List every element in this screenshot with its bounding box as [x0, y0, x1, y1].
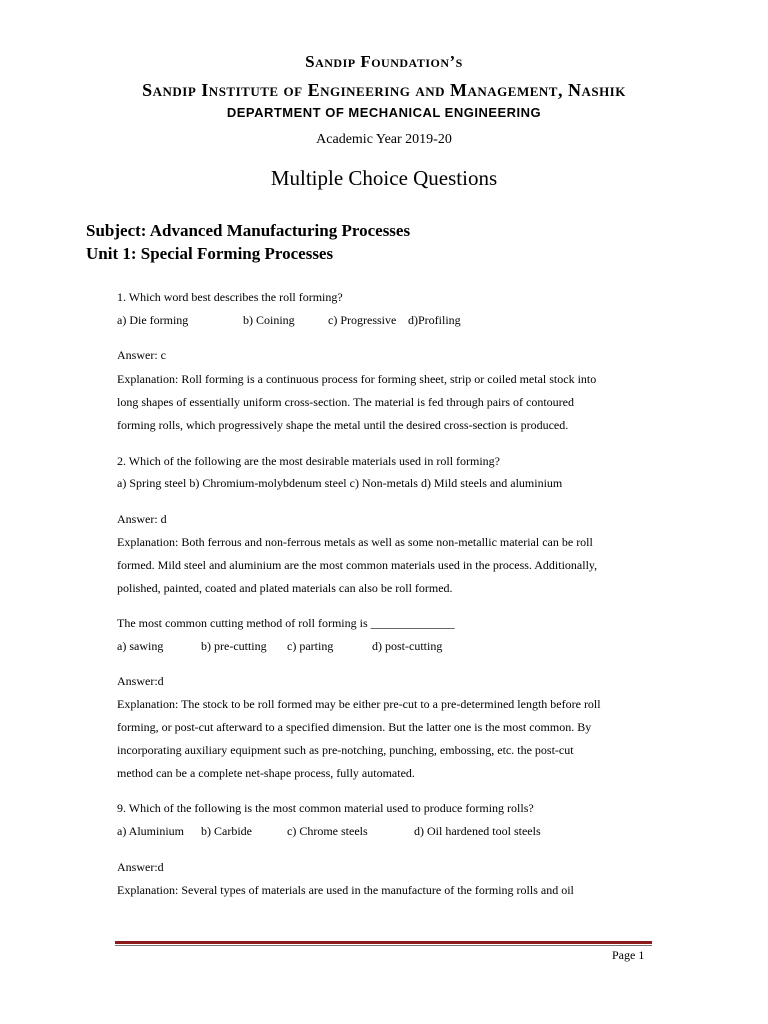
option-d: d) post-cutting: [372, 639, 443, 653]
explanation-2-line-3: polished, painted, coated and plated materials can also be roll formed.: [117, 581, 453, 595]
question-4: 9. Which of the following is the most common material used to produce forming rolls?: [117, 801, 534, 815]
page-number: Page 1: [612, 948, 645, 962]
explanation-3-line-1: Explanation: The stock to be roll formed may be either pre-cut to a pre-determined length before roll: [117, 697, 601, 711]
option-a: a) Die forming: [117, 313, 189, 327]
unit-heading: Unit 1: Special Forming Processes: [86, 244, 334, 263]
explanation-3-line-3: incorporating auxiliary equipment such as pre-notching, punching, embossing, etc. the post-cut: [117, 743, 574, 757]
option-b: b) Carbide: [201, 824, 252, 838]
explanation-1-line-3: forming rolls, which progressively shape the metal until the desired cross-section is produced.: [117, 418, 569, 432]
option-d: d) Oil hardened tool steels: [414, 824, 541, 838]
explanation-3-line-2: forming, or post-cut afterward to a specified dimension. But the latter one is the most common. By: [117, 720, 592, 734]
answer-3: Answer:d: [117, 674, 164, 688]
explanation-1-line-2: long shapes of essentially uniform cross-section. The material is fed through pairs of contoured: [117, 395, 574, 409]
option-b: b) pre-cutting: [201, 639, 267, 653]
question-3: The most common cutting method of roll forming is ______________: [117, 616, 455, 630]
question-2-options: a) Spring steel b) Chromium-molybdenum steel c) Non-metals d) Mild steels and aluminium: [117, 476, 563, 490]
question-2: 2. Which of the following are the most desirable materials used in roll forming?: [117, 454, 501, 468]
option-c: c) Chrome steels: [287, 824, 368, 838]
option-b: b) Coining: [243, 313, 295, 327]
explanation-1-line-1: Explanation: Roll forming is a continuous process for forming sheet, strip or coiled metal stock into: [117, 372, 597, 386]
explanation-4-line-1: Explanation: Several types of materials are used in the manufacture of the forming rolls and oil: [117, 883, 574, 897]
option-c: c) parting: [287, 639, 334, 653]
footer-rule: [115, 941, 652, 944]
explanation-2-line-1: Explanation: Both ferrous and non-ferrous metals as well as some non-metallic material can be roll: [117, 535, 593, 549]
option-c: c) Progressive: [328, 313, 397, 327]
department-name: DEPARTMENT OF MECHANICAL ENGINEERING: [226, 105, 542, 120]
question-4-options: [117, 820, 637, 843]
institute-name: Sandip Institute of Engineering and Management, Nashik: [142, 80, 626, 100]
footer-rule-thin: [115, 945, 652, 946]
explanation-2-line-2: formed. Mild steel and aluminium are the most common materials used in the process. Additionally,: [117, 558, 598, 572]
answer-4: Answer:d: [117, 860, 164, 874]
subject-heading: Subject: Advanced Manufacturing Processes: [86, 221, 411, 240]
foundation-name: Sandip Foundation’s: [305, 52, 463, 71]
answer-1: Answer: c: [117, 348, 166, 362]
academic-year: Academic Year 2019-20: [316, 132, 452, 147]
option-a: a) Aluminium: [117, 824, 184, 838]
option-d: d)Profiling: [408, 313, 461, 327]
question-1-options: [117, 309, 637, 332]
option-a: a) sawing: [117, 639, 164, 653]
answer-2: Answer: d: [117, 512, 167, 526]
question-1: 1. Which word best describes the roll forming?: [117, 290, 343, 304]
question-3-options: [117, 635, 637, 658]
page-title: Multiple Choice Questions: [270, 166, 498, 190]
explanation-3-line-4: method can be a complete net-shape process, fully automated.: [117, 766, 415, 780]
